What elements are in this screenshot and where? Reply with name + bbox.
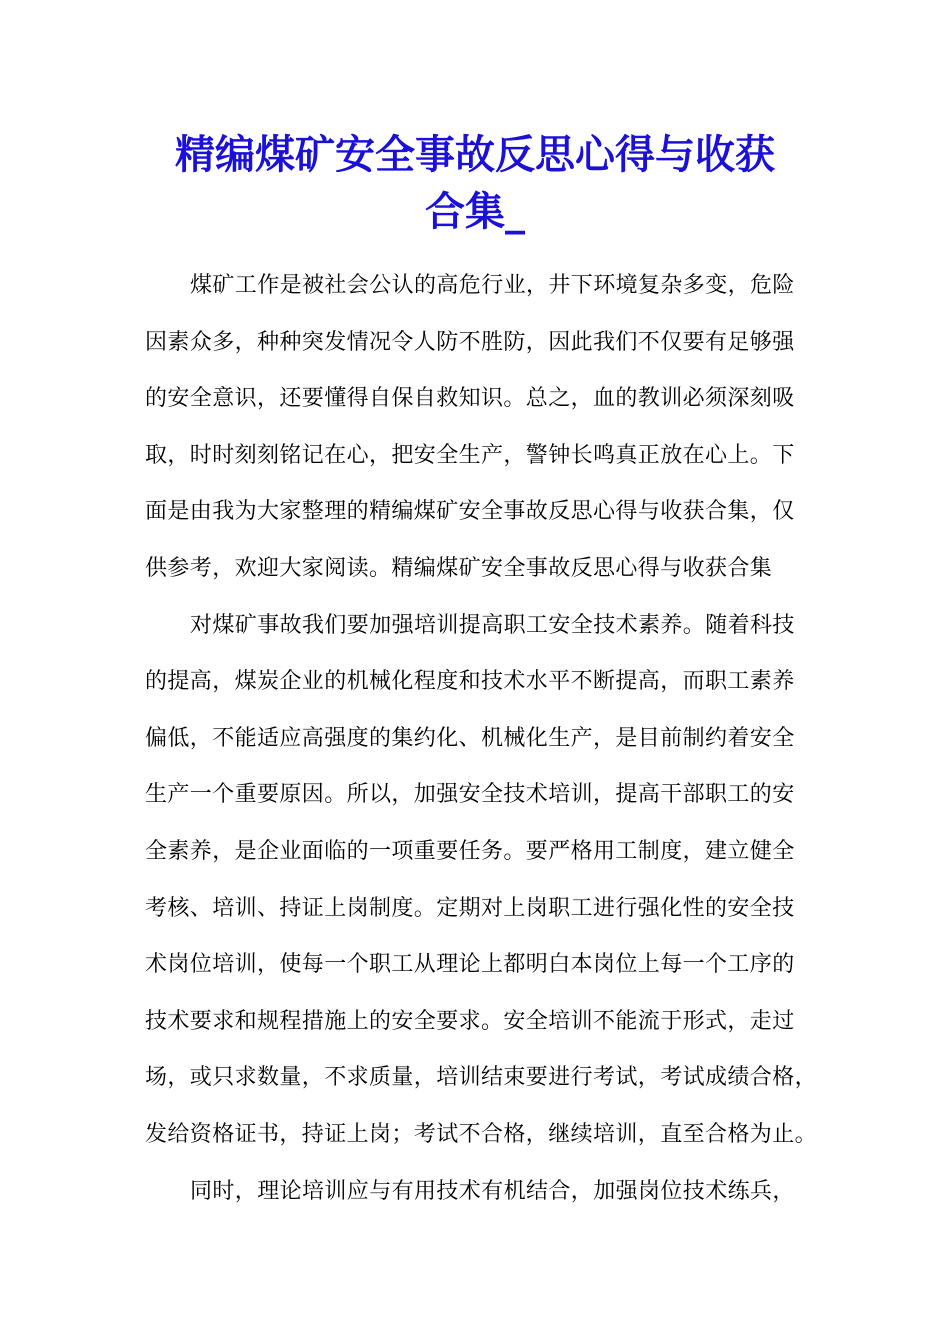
paragraph-line: 面是由我为大家整理的精编煤矿安全事故反思心得与收获合集，仅 xyxy=(145,499,795,525)
paragraph-line: 的安全意识，还要懂得自保自救知识。总之，血的教训必须深刻吸 xyxy=(145,386,795,412)
paragraph-line: 术岗位培训，使每一个职工从理论上都明白本岗位上每一个工序的 xyxy=(145,952,795,978)
paragraph-line: 供参考，欢迎大家阅读。精编煤矿安全事故反思心得与收获合集 xyxy=(145,555,773,581)
paragraph-line: 同时，理论培训应与有用技术有机结合，加强岗位技术练兵， xyxy=(190,1178,795,1204)
paragraph-line: 全素养，是企业面临的一项重要任务。要严格用工制度，建立健全 xyxy=(145,838,795,864)
paragraph-line: 场，或只求数量，不求质量，培训结束要进行考试，考试成绩合格， xyxy=(145,1065,818,1091)
title-line-1: 精编煤矿安全事故反思心得与收获 xyxy=(175,131,775,178)
paragraph-line: 因素众多，种种突发情况令人防不胜防，因此我们不仅要有足够强 xyxy=(145,329,795,355)
paragraph-line: 的提高，煤炭企业的机械化程度和技术水平不断提高，而职工素养 xyxy=(145,669,795,695)
paragraph-1 xyxy=(145,258,815,598)
paragraph-line: 偏低，不能适应高强度的集约化、机械化生产，是目前制约着安全 xyxy=(145,725,795,751)
document-title xyxy=(145,126,805,240)
paragraph-line: 煤矿工作是被社会公认的高危行业，井下环境复杂多变，危险 xyxy=(190,273,795,298)
paragraph-2 xyxy=(145,598,818,1164)
paragraph-3 xyxy=(145,1164,815,1221)
paragraph-line: 生产一个重要原因。所以，加强安全技术培训，提高干部职工的安 xyxy=(145,782,795,808)
paragraph-line: 对煤矿事故我们要加强培训提高职工安全技术素养。随着科技 xyxy=(190,612,795,638)
paragraph-line: 考核、培训、持证上岗制度。定期对上岗职工进行强化性的安全技 xyxy=(145,895,795,921)
paragraph-line: 技术要求和规程措施上的安全要求。安全培训不能流于形式，走过 xyxy=(145,1008,795,1034)
document-body xyxy=(145,258,818,1220)
title-line-2: 合集_ xyxy=(425,188,525,235)
paragraph-line: 发给资格证书，持证上岗；考试不合格，继续培训，直至合格为止。 xyxy=(145,1121,818,1147)
paragraph-line: 取，时时刻刻铭记在心，把安全生产，警钟长鸣真正放在心上。下 xyxy=(145,442,795,468)
